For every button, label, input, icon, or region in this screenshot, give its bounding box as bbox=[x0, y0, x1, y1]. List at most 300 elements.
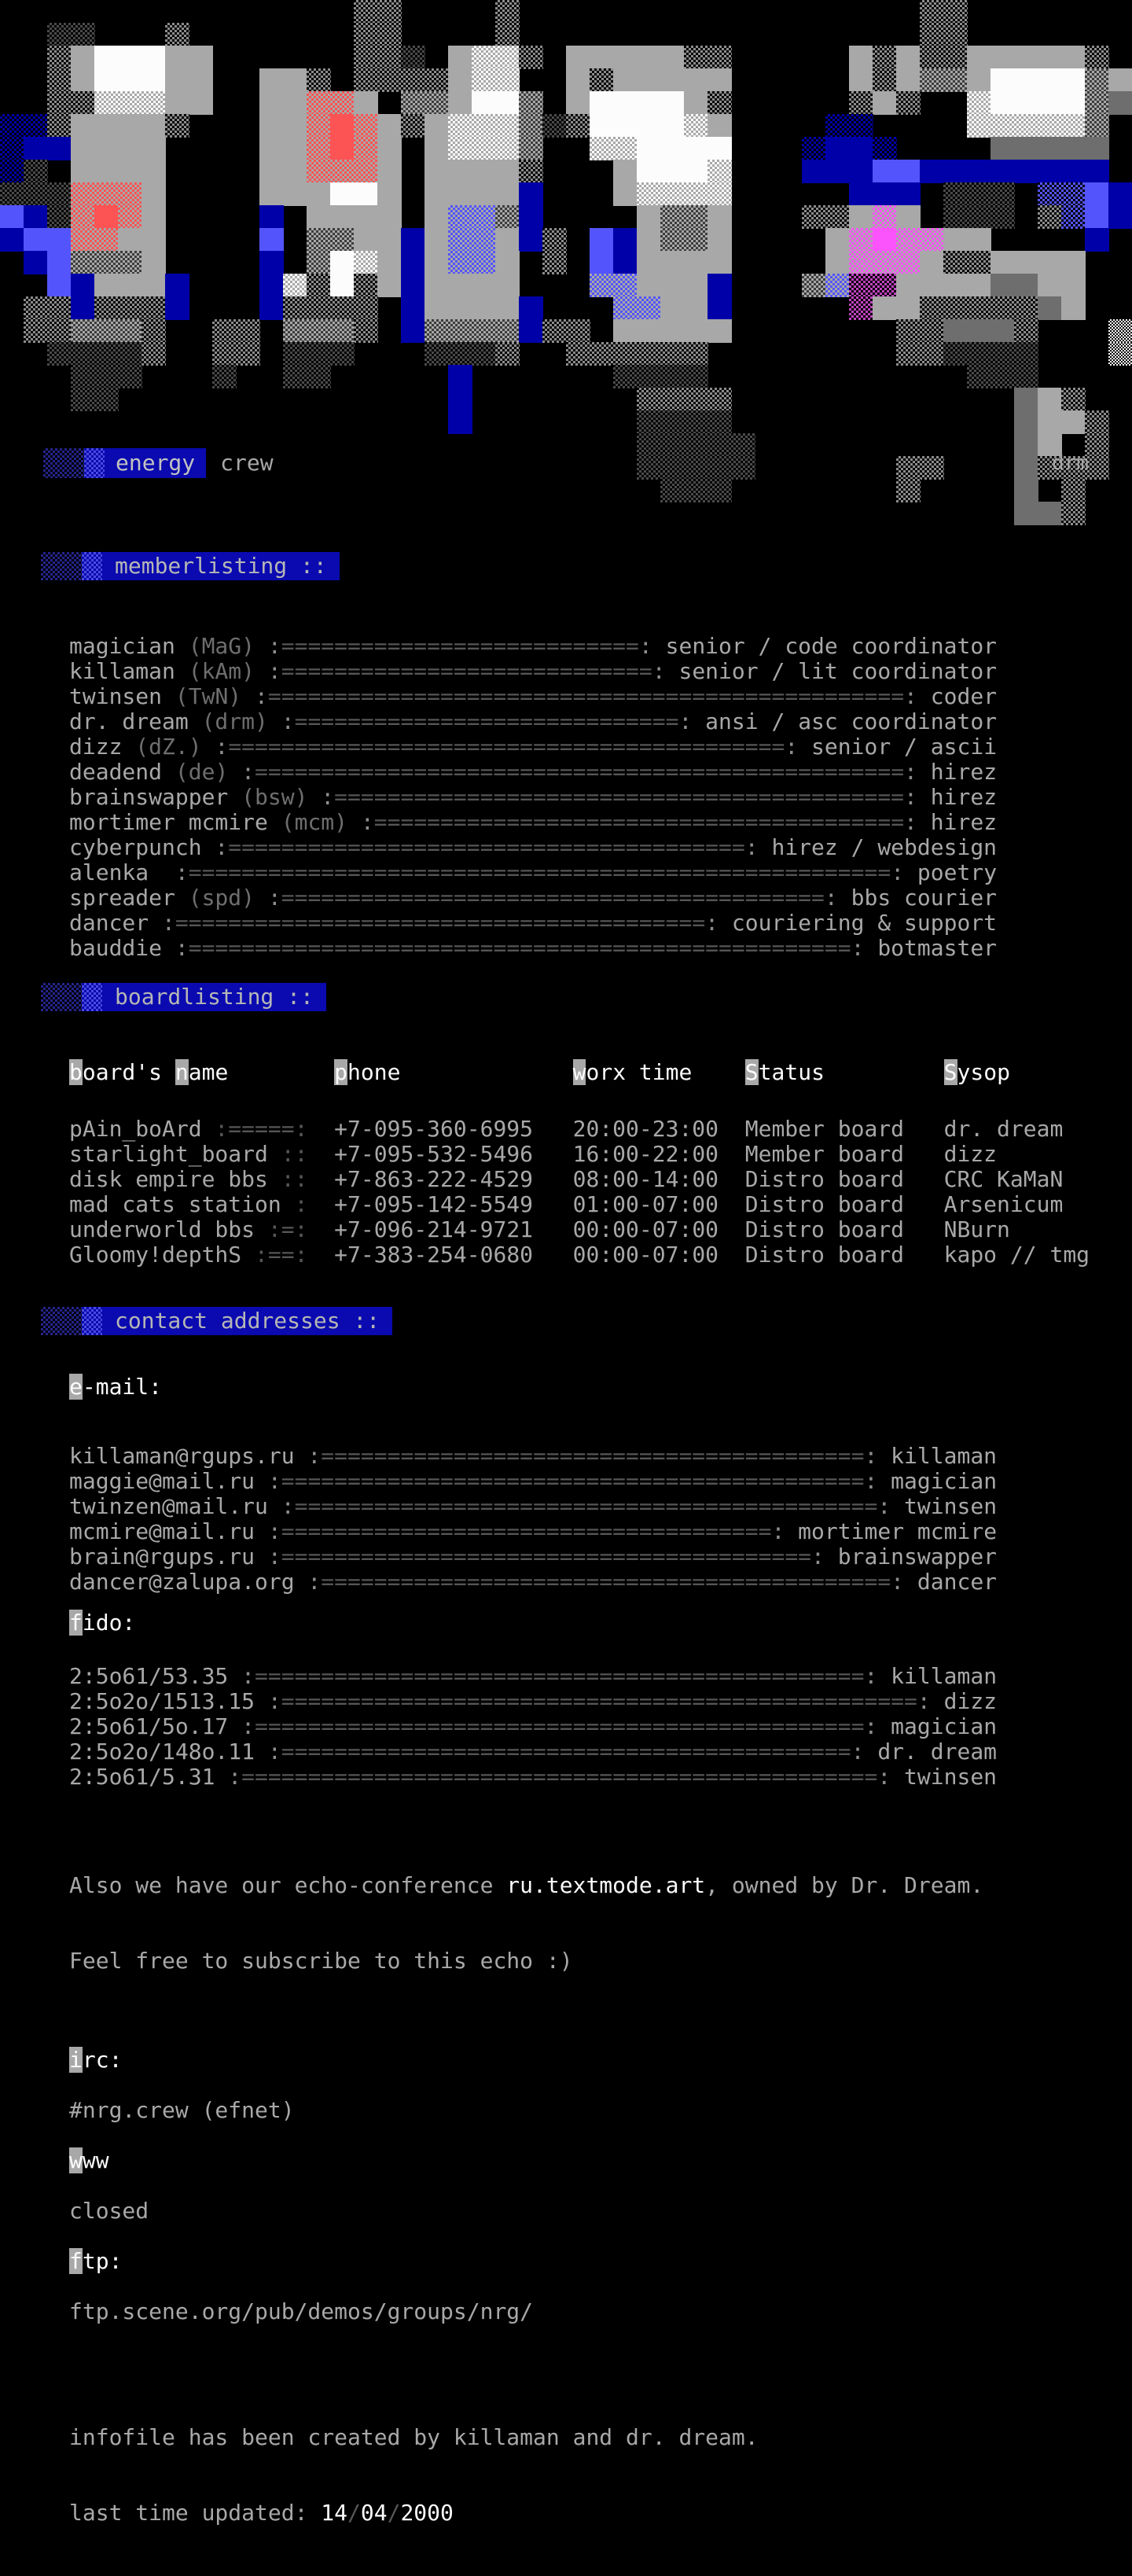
owner-name: twinsen bbox=[891, 1764, 998, 1790]
www-heading-firstchar: w bbox=[69, 2147, 83, 2173]
footer bbox=[69, 2375, 1132, 2576]
logo-block bbox=[448, 410, 472, 434]
logo-block bbox=[1108, 182, 1132, 206]
logo-block bbox=[354, 0, 378, 24]
logo-block bbox=[495, 160, 520, 183]
logo-block bbox=[708, 296, 732, 320]
logo-block bbox=[236, 319, 260, 343]
logo-block bbox=[943, 205, 968, 229]
logo-block bbox=[1061, 410, 1086, 434]
www-heading-rest: ww bbox=[82, 2147, 109, 2173]
fill-dots: ======================================== bbox=[281, 1544, 812, 1570]
text-span: : bbox=[904, 683, 917, 709]
logo-block bbox=[0, 205, 24, 229]
logo-block bbox=[660, 114, 685, 138]
logo-block bbox=[825, 137, 850, 160]
text-span: : bbox=[255, 658, 281, 684]
logo-block bbox=[873, 251, 897, 274]
logo-block bbox=[1108, 342, 1132, 366]
logo-block bbox=[212, 365, 237, 388]
logo-block bbox=[920, 68, 944, 92]
date-part: 14 bbox=[321, 2500, 348, 2526]
logo-block bbox=[47, 91, 72, 115]
logo-block bbox=[47, 251, 72, 274]
logo-block bbox=[307, 319, 331, 343]
member-row bbox=[69, 936, 1132, 961]
logo-block bbox=[1038, 274, 1062, 297]
logo-block bbox=[283, 68, 307, 92]
logo-block bbox=[660, 91, 685, 115]
member-role: botmaster bbox=[864, 935, 998, 961]
fido-row bbox=[69, 1765, 1132, 1790]
logo-block bbox=[896, 205, 921, 229]
member-list bbox=[69, 634, 1132, 961]
logo-block bbox=[1085, 46, 1109, 69]
fido-row bbox=[69, 1664, 1132, 1689]
text-span: : bbox=[228, 1663, 255, 1689]
logo-block bbox=[637, 342, 661, 366]
crew-label: crew bbox=[220, 450, 274, 476]
text-span: : bbox=[811, 1544, 825, 1570]
logo-block bbox=[259, 228, 284, 252]
section-boardlisting-bar bbox=[41, 983, 326, 1011]
text-span: : bbox=[851, 935, 865, 961]
logo-block bbox=[920, 319, 944, 343]
board-row bbox=[69, 1117, 1132, 1142]
logo-block bbox=[94, 388, 119, 411]
header-text: hone bbox=[347, 1059, 401, 1085]
logo-block bbox=[613, 182, 638, 206]
logo-block bbox=[307, 160, 331, 183]
logo-block bbox=[71, 91, 95, 115]
irc-channel: #nrg.crew (efnet) bbox=[69, 2097, 295, 2123]
logo-block bbox=[825, 274, 850, 297]
logo-block bbox=[1014, 456, 1038, 480]
logo-block bbox=[1085, 137, 1109, 160]
logo-block bbox=[684, 160, 708, 183]
logo-block bbox=[566, 46, 590, 69]
logo-block bbox=[142, 68, 166, 92]
text-span bbox=[400, 1059, 572, 1085]
text-span bbox=[692, 1059, 744, 1085]
member-row bbox=[69, 911, 1132, 936]
dither-block-icon bbox=[41, 1307, 82, 1335]
date-part: 2000 bbox=[400, 2500, 454, 2526]
logo-block bbox=[330, 205, 355, 229]
logo-block bbox=[354, 68, 378, 92]
logo-block bbox=[472, 274, 496, 297]
logo-block bbox=[637, 410, 661, 434]
header-firstchar: b bbox=[69, 1059, 83, 1085]
dither-block-icon bbox=[82, 983, 102, 1011]
logo-block bbox=[1014, 410, 1038, 434]
date-separator: / bbox=[347, 2500, 361, 2526]
logo-block bbox=[495, 0, 520, 24]
member-handle: (mcm) bbox=[267, 809, 348, 835]
logo-block bbox=[519, 160, 543, 183]
logo-block bbox=[448, 137, 472, 160]
ftp-heading-rest: tp: bbox=[82, 2248, 123, 2274]
logo-block bbox=[259, 137, 284, 160]
logo-block bbox=[660, 433, 685, 457]
logo-block bbox=[967, 296, 991, 320]
ftp-heading bbox=[69, 2249, 1132, 2274]
section-title-contact: contact addresses :: bbox=[102, 1307, 392, 1335]
logo-block bbox=[24, 296, 48, 320]
header-firstchar: n bbox=[175, 1059, 189, 1085]
logo-block bbox=[967, 251, 991, 274]
logo-block bbox=[943, 251, 968, 274]
logo-block bbox=[943, 228, 968, 252]
text-span bbox=[825, 1059, 944, 1085]
logo-block bbox=[896, 342, 921, 366]
logo-block bbox=[94, 46, 119, 69]
member-name: cyberpunch bbox=[69, 834, 202, 860]
logo-block bbox=[424, 296, 449, 320]
board-name: starlight_board bbox=[69, 1141, 268, 1167]
logo-block bbox=[165, 274, 189, 297]
member-name: killaman bbox=[69, 658, 175, 684]
logo-block bbox=[613, 91, 638, 115]
text-span: : bbox=[255, 1518, 281, 1544]
logo-block bbox=[472, 228, 496, 252]
logo-block bbox=[283, 182, 307, 206]
text-span: : bbox=[678, 708, 693, 734]
logo-block bbox=[896, 46, 921, 69]
text-span: : bbox=[904, 784, 917, 810]
text-span: : bbox=[162, 859, 189, 885]
logo-block bbox=[307, 205, 331, 229]
logo-block bbox=[354, 23, 378, 46]
logo-block bbox=[24, 319, 48, 343]
logo-block bbox=[330, 160, 355, 183]
logo-block bbox=[71, 160, 95, 183]
logo-block bbox=[24, 228, 48, 252]
footer-credit: infofile has been created by killaman and dr. dream. bbox=[69, 2424, 759, 2450]
logo-block bbox=[990, 68, 1015, 92]
text-span: : bbox=[785, 734, 799, 760]
logo-block bbox=[967, 68, 991, 92]
fill-dots: ============================= bbox=[294, 708, 679, 734]
board-name: underworld bbs bbox=[69, 1216, 255, 1242]
logo-block bbox=[873, 160, 897, 183]
logo-block bbox=[990, 205, 1015, 229]
logo-block bbox=[94, 114, 119, 138]
logo-block bbox=[189, 46, 213, 69]
text-span: : bbox=[267, 1493, 295, 1519]
logo-block bbox=[1061, 114, 1086, 138]
text-span: : bbox=[267, 708, 295, 734]
footer-updated-label: last time updated: bbox=[69, 2500, 322, 2526]
logo-block bbox=[189, 91, 213, 115]
logo-block bbox=[424, 137, 449, 160]
logo-block bbox=[920, 342, 944, 366]
logo-block bbox=[967, 228, 991, 252]
logo-block bbox=[967, 342, 991, 366]
member-role: hirez bbox=[917, 784, 998, 810]
logo-block bbox=[849, 137, 873, 160]
logo-block bbox=[377, 114, 402, 138]
fill-dots: ================================================ bbox=[241, 1764, 878, 1790]
member-handle: (kAm) bbox=[175, 658, 255, 684]
logo-block bbox=[1061, 182, 1086, 206]
logo-block bbox=[330, 319, 355, 343]
logo-block bbox=[118, 91, 142, 115]
member-row bbox=[69, 835, 1132, 860]
member-row bbox=[69, 885, 1132, 911]
board-row bbox=[69, 1192, 1132, 1217]
logo-block bbox=[1038, 410, 1062, 434]
logo-block bbox=[590, 251, 614, 274]
logo-block bbox=[896, 296, 921, 320]
fill-dots: :==: bbox=[241, 1242, 308, 1268]
logo-block bbox=[896, 479, 921, 502]
logo-block bbox=[47, 23, 72, 46]
logo-block bbox=[590, 137, 614, 160]
logo-block bbox=[613, 160, 638, 183]
logo-block bbox=[71, 46, 95, 69]
logo-block bbox=[943, 68, 968, 92]
fill-dots: =========================================== bbox=[334, 784, 905, 810]
logo-block bbox=[495, 319, 520, 343]
logo-block bbox=[849, 228, 873, 252]
logo-block bbox=[94, 274, 119, 297]
logo-block bbox=[1061, 91, 1086, 115]
logo-block bbox=[613, 46, 638, 69]
logo-block bbox=[1038, 296, 1062, 320]
logo-block bbox=[142, 137, 166, 160]
logo-block bbox=[519, 205, 543, 229]
logo-block bbox=[519, 114, 543, 138]
logo-block bbox=[967, 160, 991, 183]
logo-block bbox=[448, 91, 472, 115]
logo-block bbox=[71, 182, 95, 206]
logo-block bbox=[708, 274, 732, 297]
board-details: +7-095-142-5549 01:00-07:00 Distro board Arsenicum bbox=[307, 1191, 1064, 1217]
logo-block bbox=[519, 319, 543, 343]
text-span: : bbox=[255, 1468, 281, 1494]
logo-block bbox=[708, 388, 732, 411]
logo-block bbox=[142, 342, 166, 366]
logo-block bbox=[1061, 251, 1086, 274]
logo-block bbox=[1061, 137, 1086, 160]
logo-block bbox=[424, 251, 449, 274]
logo-block bbox=[613, 137, 638, 160]
logo-block bbox=[71, 319, 95, 343]
address: 2:5o61/53.35 bbox=[69, 1663, 229, 1689]
logo-block bbox=[825, 114, 850, 138]
fill-dots: ======================================== bbox=[175, 910, 706, 936]
text-span: : bbox=[255, 1739, 281, 1765]
fill-dots: ================================================ bbox=[267, 683, 905, 709]
logo-block bbox=[849, 46, 873, 69]
logo-block bbox=[0, 182, 24, 206]
member-role: senior / code coordinator bbox=[652, 633, 998, 659]
logo-block bbox=[354, 319, 378, 343]
logo-block bbox=[1038, 502, 1062, 525]
logo-block bbox=[731, 433, 755, 457]
logo-block bbox=[613, 365, 638, 388]
logo-block bbox=[920, 251, 944, 274]
logo-block bbox=[142, 46, 166, 69]
logo-block bbox=[401, 296, 425, 320]
logo-block bbox=[495, 137, 520, 160]
logo-block bbox=[519, 296, 543, 320]
owner-name: magician bbox=[877, 1713, 998, 1739]
text-span: : bbox=[255, 885, 281, 911]
text-span: : bbox=[652, 658, 666, 684]
logo-block bbox=[660, 46, 685, 69]
logo-block bbox=[967, 114, 991, 138]
member-handle: (dZ.) bbox=[122, 734, 202, 760]
logo-block bbox=[873, 296, 897, 320]
logo-block bbox=[283, 160, 307, 183]
logo-block bbox=[377, 0, 402, 24]
logo-block bbox=[47, 137, 72, 160]
logo-block bbox=[708, 205, 732, 229]
logo-block bbox=[472, 137, 496, 160]
logo-block bbox=[708, 228, 732, 252]
logo-block bbox=[71, 274, 95, 297]
logo-block bbox=[354, 228, 378, 252]
logo-block bbox=[377, 137, 402, 160]
logo-block bbox=[708, 91, 732, 115]
logo-block bbox=[307, 68, 331, 92]
logo-block bbox=[967, 274, 991, 297]
logo-block bbox=[849, 91, 873, 115]
logo-block bbox=[873, 46, 897, 69]
member-name: mortimer mcmire bbox=[69, 809, 268, 835]
logo-block bbox=[802, 205, 826, 229]
logo-block bbox=[990, 365, 1015, 388]
logo-block bbox=[94, 137, 119, 160]
echo-conference-name: ru.textmode.art bbox=[506, 1872, 706, 1898]
logo-block bbox=[1085, 91, 1109, 115]
www-status: closed bbox=[69, 2198, 149, 2224]
logo-block bbox=[849, 274, 873, 297]
address: mcmire@mail.ru bbox=[69, 1518, 255, 1544]
logo-block bbox=[472, 182, 496, 206]
address: 2:5o61/5o.17 bbox=[69, 1713, 229, 1739]
logo-block bbox=[354, 205, 378, 229]
email-heading-firstchar: e bbox=[69, 1374, 83, 1400]
logo-block bbox=[142, 251, 166, 274]
logo-block bbox=[401, 274, 425, 297]
logo-block bbox=[802, 160, 826, 183]
logo-block bbox=[896, 319, 921, 343]
logo-block bbox=[377, 251, 402, 274]
member-handle: (bsw) bbox=[228, 784, 308, 810]
logo-block bbox=[920, 23, 944, 46]
logo-block bbox=[424, 205, 449, 229]
header-text: oard's bbox=[82, 1059, 175, 1085]
email-row bbox=[69, 1444, 1132, 1469]
logo-block bbox=[990, 160, 1015, 183]
logo-block bbox=[94, 228, 119, 252]
logo-block bbox=[377, 274, 402, 297]
fill-dots: :: bbox=[267, 1141, 308, 1167]
logo-block bbox=[142, 274, 166, 297]
fill-dots: ============================================ bbox=[281, 1468, 865, 1494]
section-title-boardlisting: boardlisting :: bbox=[102, 983, 326, 1011]
logo-block bbox=[920, 456, 944, 480]
logo-block bbox=[943, 23, 968, 46]
logo-block bbox=[307, 296, 331, 320]
logo-block bbox=[307, 228, 331, 252]
email-row bbox=[69, 1544, 1132, 1570]
logo-block bbox=[283, 296, 307, 320]
owner-name: dancer bbox=[904, 1569, 998, 1595]
logo-block bbox=[684, 342, 708, 366]
address: maggie@mail.ru bbox=[69, 1468, 255, 1494]
logo-block bbox=[566, 91, 590, 115]
logo-block bbox=[1085, 182, 1109, 206]
logo-block bbox=[684, 365, 708, 388]
fill-dots: ============================================== bbox=[255, 1713, 865, 1739]
logo-block bbox=[660, 319, 685, 343]
fill-dots: =========================================== bbox=[321, 1569, 891, 1595]
logo-block bbox=[896, 182, 921, 206]
logo-block bbox=[708, 137, 732, 160]
logo-block bbox=[94, 319, 119, 343]
logo-block bbox=[71, 365, 95, 388]
member-name: bauddie bbox=[69, 935, 163, 961]
logo-block bbox=[448, 228, 472, 252]
logo-block bbox=[849, 160, 873, 183]
logo-block bbox=[637, 388, 661, 411]
text-span: : bbox=[294, 1569, 322, 1595]
header-text: ysop bbox=[957, 1059, 1010, 1085]
logo-block bbox=[920, 296, 944, 320]
ftp-url: ftp.scene.org/pub/demos/groups/nrg/ bbox=[69, 2298, 534, 2324]
logo-block bbox=[1038, 388, 1062, 411]
member-handle: (TwN) bbox=[162, 683, 242, 709]
logo-block bbox=[142, 91, 166, 115]
echo-note bbox=[69, 1823, 1132, 2024]
logo-block bbox=[1061, 205, 1086, 229]
logo-block bbox=[967, 182, 991, 206]
logo-block bbox=[660, 228, 685, 252]
owner-name: mortimer mcmire bbox=[785, 1518, 998, 1544]
member-role: senior / lit coordinator bbox=[665, 658, 998, 684]
address: 2:5o61/5.31 bbox=[69, 1764, 215, 1790]
logo-block bbox=[637, 137, 661, 160]
logo-block bbox=[94, 205, 119, 229]
owner-name: brainswapper bbox=[824, 1544, 998, 1570]
logo-block bbox=[943, 0, 968, 24]
logo-block bbox=[142, 182, 166, 206]
logo-block bbox=[943, 296, 968, 320]
fill-dots: ================================================ bbox=[281, 1688, 917, 1714]
logo-block bbox=[1085, 228, 1109, 252]
header-firstchar: S bbox=[744, 1059, 759, 1085]
logo-block bbox=[637, 91, 661, 115]
logo-block bbox=[424, 228, 449, 252]
dither-block-icon bbox=[84, 448, 105, 478]
fill-dots: :=: bbox=[255, 1216, 308, 1242]
logo-block bbox=[613, 251, 638, 274]
logo-block bbox=[47, 274, 72, 297]
logo-block bbox=[1014, 137, 1038, 160]
logo-block bbox=[259, 182, 284, 206]
board-details: +7-095-360-6995 20:00-23:00 Member board dr. dream bbox=[307, 1116, 1064, 1142]
logo-block bbox=[1014, 479, 1038, 502]
logo-block bbox=[1014, 251, 1038, 274]
logo-block bbox=[307, 365, 331, 388]
logo-block bbox=[283, 137, 307, 160]
logo-block bbox=[519, 46, 543, 69]
logo-block bbox=[660, 68, 685, 92]
